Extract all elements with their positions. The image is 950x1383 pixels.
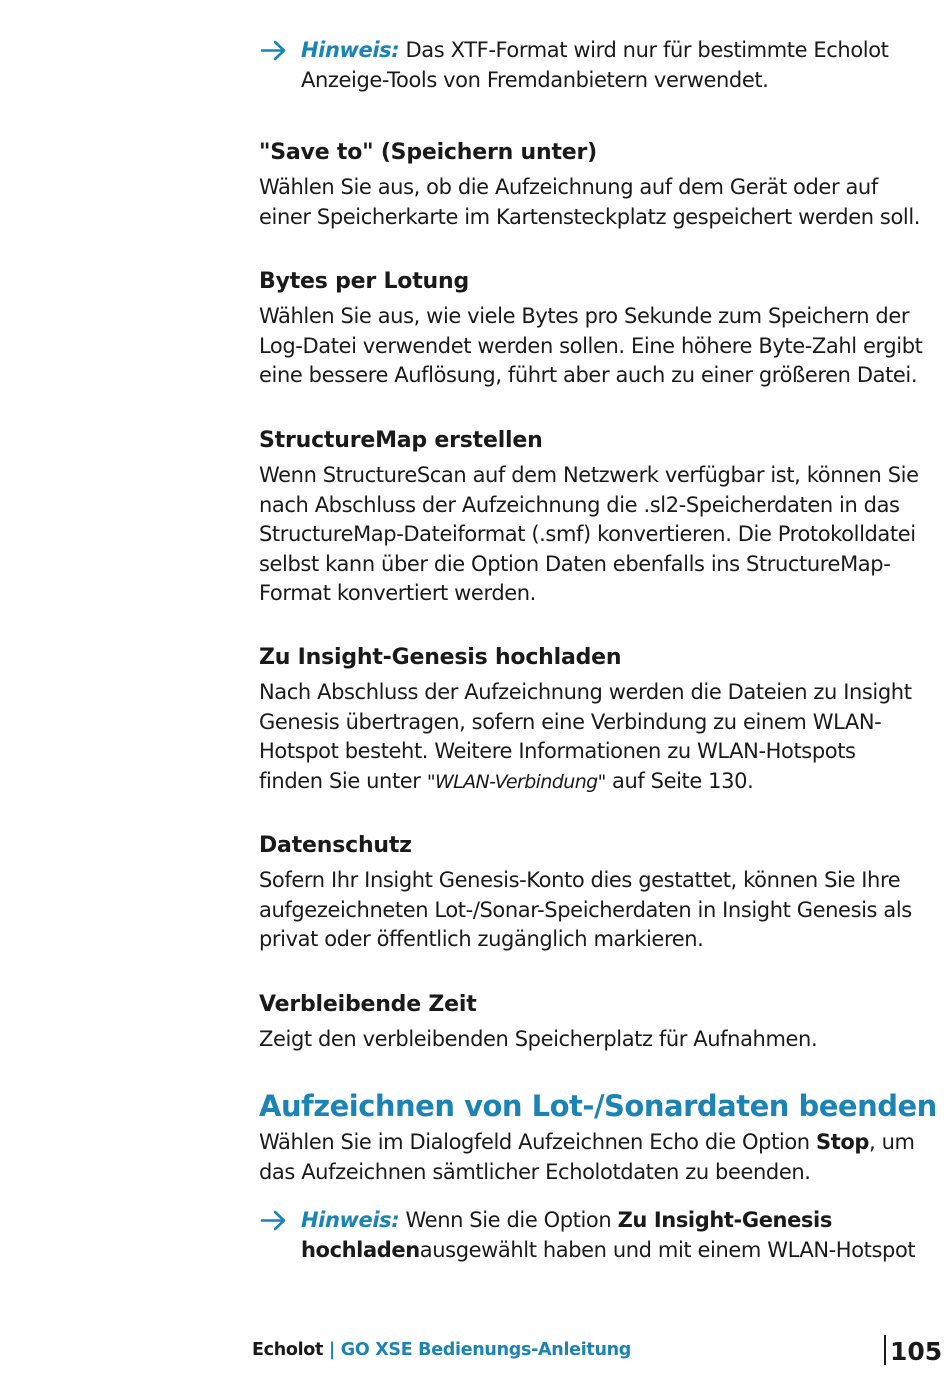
section-datenschutz [259, 832, 924, 955]
arrow-right-icon [259, 36, 289, 65]
option-name: Zu Insight-Genesis hochladen [301, 1208, 832, 1262]
section-stop-recording [259, 1088, 939, 1187]
section-body: Wählen Sie aus, wie viele Bytes pro Sekunde zum Speichern der Log-Datei verwendet werden sollen. Eine höhere Byte-Zahl ergibt eine bessere Auflösung, führt aber auch zu einer größeren Datei. [259, 304, 923, 387]
footer-separator: | [328, 1340, 335, 1360]
section-heading: "Save to" (Speichern unter) [259, 140, 597, 165]
arrow-right-icon [259, 1206, 289, 1235]
section-heading: Datenschutz [259, 833, 412, 858]
page-footer [252, 1340, 631, 1360]
body-text: , um das Aufzeichnen sämtlicher Echolotdaten zu beenden. [259, 1130, 915, 1184]
note-body: ausgewählt haben und mit einem WLAN-Hotspot [419, 1237, 916, 1262]
body-text: auf Seite 130. [605, 768, 754, 793]
note-2-text [301, 1206, 950, 1265]
section-bytes-per-lotung [259, 268, 924, 391]
footer-manual-title: GO XSE Bedienungs-Anleitung [340, 1340, 632, 1360]
note-1-text [301, 36, 950, 95]
section-heading: Verbleibende Zeit [259, 992, 477, 1017]
section-body: Zeigt den verbleibenden Speicherplatz für Aufnahmen. [259, 1027, 818, 1051]
section-heading: StructureMap erstellen [259, 428, 543, 453]
body-text: Nach Abschluss der Aufzeichnung werden die Dateien zu Insight Genesis übertragen, sofern eine Verbindung zu einem WLAN-Hotspot besteht. Weitere Informationen zu WLAN-Hotspots finden Sie unter [259, 680, 912, 793]
cross-reference-link[interactable]: "WLAN-Verbindung" [426, 770, 606, 793]
section-body: Sofern Ihr Insight Genesis-Konto dies gestattet, können Sie Ihre aufgezeichneten Lot-/Sonar-Speicherdaten in Insight Genesis als privat oder öffentlich zugänglich markieren. [259, 868, 912, 951]
note-body: Wenn Sie die Option [399, 1208, 618, 1232]
section-body: Wählen Sie aus, ob die Aufzeichnung auf dem Gerät oder auf einer Speicherkarte im Kartensteckplatz gespeichert werden soll. [259, 175, 921, 229]
page-number-value: 105 [890, 1337, 943, 1366]
section-insight-genesis-upload [259, 644, 924, 797]
section-body: Wenn StructureScan auf dem Netzwerk verfügbar ist, können Sie nach Abschluss der Aufzeichnung die .sl2-Speicherdaten in das StructureMap-Dateiformat (.smf) konvertieren. Die Protokolldatei selbst kann über die Option Daten ebenfalls ins StructureMap-Format konvertiert werden. [259, 463, 919, 605]
section-save-to [259, 139, 924, 232]
footer-chapter: Echolot [252, 1340, 324, 1360]
section-heading: Zu Insight-Genesis hochladen [259, 645, 622, 670]
body-text: Wählen Sie im Dialogfeld Aufzeichnen Echo die Option [259, 1130, 816, 1154]
note-body: Das XTF-Format wird nur für bestimmte Echolot Anzeige-Tools von Fremdanbietern verwendet. [301, 38, 889, 92]
section-body [259, 678, 924, 797]
note-label: Hinweis: [301, 1208, 400, 1232]
section-structuremap [259, 427, 924, 609]
section-verbleibende-zeit [259, 991, 924, 1055]
option-name: Stop [816, 1130, 870, 1154]
note-label: Hinweis: [301, 38, 400, 62]
section-body [259, 1128, 939, 1187]
page-number [884, 1335, 942, 1368]
note-2 [259, 1206, 950, 1265]
section-heading: Bytes per Lotung [259, 269, 470, 294]
chapter-heading: Aufzeichnen von Lot-/Sonardaten beenden [259, 1089, 937, 1123]
note-1 [259, 36, 950, 95]
page-number-divider [884, 1335, 886, 1365]
